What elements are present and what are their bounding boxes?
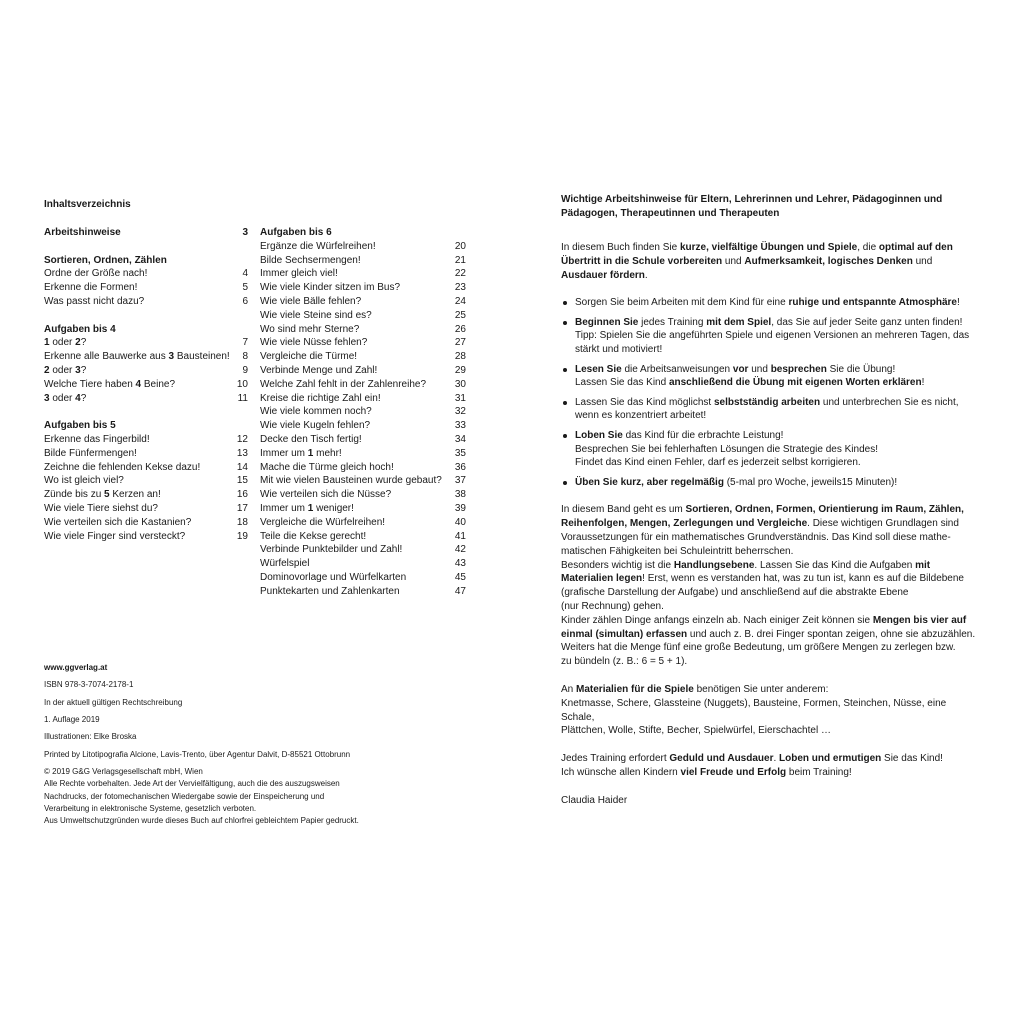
- toc-entry: [260, 530, 466, 544]
- toc-entry-page: 29: [454, 364, 466, 376]
- toc-entry-page: 16: [236, 489, 248, 501]
- toc-entry: [260, 461, 466, 475]
- toc-entry-page: 7: [242, 337, 248, 349]
- toc-entry-page: 26: [454, 323, 466, 335]
- toc-entry-page: 24: [454, 295, 466, 307]
- toc-entry-label: Erkenne alle Bauwerke aus 3 Bausteinen!: [44, 351, 230, 363]
- toc-section-title: Sortieren, Ordnen, Zählen: [44, 254, 167, 266]
- toc-entry-page: 21: [454, 254, 466, 266]
- closing-paragraph: Jedes Training erfordert Geduld und Ausdauer. Loben und ermutigen Sie das Kind! Ich wünsche allen Kindern viel Freude und Erfolg beim Training!: [561, 753, 943, 778]
- emphasis: Loben und ermutigen: [779, 753, 882, 765]
- emphasis: Beginnen Sie: [575, 316, 639, 328]
- copyright: © 2019 G&G Verlagsgesellschaft mbH, Wien: [44, 767, 203, 777]
- toc-entry-label: Wie viele Steine sind es?: [260, 309, 372, 321]
- rights-line: Alle Rechte vorbehalten. Jede Art der Vervielfältigung, auch die des auszugsweisen: [44, 779, 340, 789]
- toc-entry-label: Wo sind mehr Sterne?: [260, 323, 360, 335]
- toc-entry-label: Was passt nicht dazu?: [44, 295, 145, 307]
- toc-entry-label: Ergänze die Würfelreihen!: [260, 240, 376, 252]
- toc-entry: [260, 433, 466, 447]
- toc-entry: [44, 474, 248, 488]
- emphasis: 2: [75, 337, 81, 349]
- toc-entry-page: 32: [454, 406, 466, 418]
- rights-line: Verarbeitung in elektronische Systeme, gesetzlich verboten.: [44, 803, 257, 813]
- emphasis: mit dem Spiel: [706, 316, 772, 328]
- emphasis: 3: [168, 351, 175, 363]
- toc-entry-label: Ordne der Größe nach!: [44, 268, 148, 280]
- toc-entry-label: 2 oder 3?: [44, 364, 87, 376]
- toc-entry-label: Wie viele Nüsse fehlen?: [260, 337, 368, 349]
- toc-entry: [260, 447, 466, 461]
- toc-entry-label: Erkenne die Formen!: [44, 282, 138, 294]
- toc-entry: [44, 461, 248, 475]
- emphasis: 3: [44, 392, 50, 404]
- toc-entry: [260, 267, 466, 281]
- toc-entry: [260, 516, 466, 530]
- toc-entry-page: 14: [236, 461, 248, 473]
- toc-entry: [260, 336, 466, 350]
- toc-entry-label: Wie viele Finger sind versteckt?: [44, 530, 186, 542]
- toc-entry-page: 37: [454, 475, 466, 487]
- toc-entry-page: 15: [236, 475, 248, 487]
- toc-entry-page: 5: [242, 282, 248, 294]
- toc-entry-label: Wie viele Kinder sitzen im Bus?: [260, 282, 401, 294]
- instruction-item: Beginnen Sie jedes Training mit dem Spiel, das Sie auf jeder Seite ganz unten finden! Tipp: Spielen Sie die angeführten Spiele und eigenen Versionen an mehreren Tagen, das stärkt und motiviert!: [561, 316, 981, 357]
- toc-entry-page: 45: [454, 571, 466, 583]
- toc-entry: [44, 516, 248, 530]
- toc-entry-page: 31: [454, 392, 466, 404]
- emphasis: Üben Sie kurz, aber regelmäßig: [575, 476, 724, 488]
- toc-entry-label: Bilde Sechsermengen!: [260, 254, 361, 266]
- instruction-item: Üben Sie kurz, aber regelmäßig (5-mal pro Woche, jeweils15 Minuten)!: [561, 476, 981, 490]
- toc-entry-label: Punktekarten und Zahlenkarten: [260, 585, 400, 597]
- toc-entry-label: Teile die Kekse gerecht!: [260, 530, 367, 542]
- toc-entry: [260, 281, 466, 295]
- toc-entry: [260, 378, 466, 392]
- instruction-item: Loben Sie das Kind für die erbrachte Leistung! Besprechen Sie bei fehlerhaften Lösungen die Strategie des Kindes! Findet das Kind einen Fehler, darf es jederzeit selbst korrigieren.: [561, 429, 981, 470]
- toc-entry: [44, 350, 248, 364]
- toc-entry-label: Immer um 1 weniger!: [260, 502, 354, 514]
- toc-entry-page: 19: [236, 530, 248, 542]
- toc-entry-page: 23: [454, 282, 466, 294]
- toc-section-title: Aufgaben bis 6: [260, 227, 332, 238]
- toc-entry-page: 33: [454, 420, 466, 432]
- toc-entry: [44, 378, 248, 392]
- toc-entry-label: Decke den Tisch fertig!: [260, 433, 362, 445]
- emphasis: Geduld und Ausdauer: [669, 753, 774, 765]
- toc-entry-label: Wo ist gleich viel?: [44, 475, 124, 487]
- isbn: ISBN 978-3-7074-2178-1: [44, 680, 134, 690]
- toc-entry-page: 30: [454, 378, 466, 390]
- toc-entry: [260, 557, 466, 571]
- toc-entry-label: Verbinde Punktebilder und Zahl!: [260, 544, 403, 556]
- toc-entry-page: 28: [454, 351, 466, 363]
- toc-column-right: [260, 226, 466, 599]
- toc-entry-page: 8: [242, 351, 248, 363]
- toc-entry-page: 13: [236, 447, 248, 459]
- emphasis: 1: [44, 337, 50, 349]
- emphasis: 5: [104, 489, 110, 501]
- edition: 1. Auflage 2019: [44, 714, 100, 724]
- toc-entry: [260, 254, 466, 268]
- toc-entry-page: 22: [454, 268, 466, 280]
- toc-entry-page: 9: [242, 364, 248, 376]
- toc-entry-page: 41: [454, 530, 466, 542]
- toc-entry-label: Verbinde Menge und Zahl!: [260, 364, 378, 376]
- imprint: [44, 662, 484, 827]
- toc-entry: [260, 419, 466, 433]
- toc-entry-page: 36: [454, 461, 466, 473]
- emphasis: optimal auf den Übertritt in die Schule vorbereiten: [561, 242, 953, 267]
- toc-entry: [44, 281, 248, 295]
- toc-entry: [44, 295, 248, 309]
- toc-entry-page: 6: [242, 295, 248, 307]
- publisher-url[interactable]: www.ggverlag.at: [44, 663, 108, 672]
- toc-entry-page: 20: [454, 240, 466, 252]
- emphasis: Mengen bis vier auf einmal (simultan) erfassen: [561, 614, 967, 640]
- toc-entry: [260, 585, 466, 599]
- toc-entry: [44, 392, 248, 406]
- toc-entry-label: Mit wie vielen Bausteinen wurde gebaut?: [260, 475, 442, 487]
- toc-entry-page: 12: [236, 433, 248, 445]
- spelling-note: In der aktuell gültigen Rechtschreibung: [44, 697, 183, 707]
- toc-entry-page: 17: [236, 502, 248, 514]
- work-instructions: [561, 193, 981, 822]
- toc-entry-page: 47: [454, 585, 466, 597]
- toc-entry: [260, 405, 466, 419]
- emphasis: mit Materialien legen: [561, 559, 931, 585]
- emphasis: 4: [135, 378, 142, 390]
- toc-entry-label: Immer gleich viel!: [260, 268, 338, 280]
- toc-entry-page: 43: [454, 558, 466, 570]
- spacer: [44, 405, 248, 419]
- toc-entry-label: Welche Tiere haben 4 Beine?: [44, 378, 176, 390]
- toc-entry-label: 3 oder 4?: [44, 392, 87, 404]
- toc-entry-label: Wie verteilen sich die Kastanien?: [44, 516, 192, 528]
- toc-entry-label: Wie viele Kugeln fehlen?: [260, 420, 371, 432]
- emphasis: kurze, vielfältige Übungen und Spiele: [679, 242, 858, 253]
- emphasis: vor: [732, 363, 749, 375]
- rights-line: Nachdrucks, der fotomechanischen Wiedergabe sowie der Einspeicherung und: [44, 791, 325, 801]
- instructions-heading: Wichtige Arbeitshinweise für Eltern, Lehrerinnen und Lehrer, Pädagoginnen und Pädagogen, Therapeutinnen und Therapeuten: [561, 194, 943, 219]
- emphasis: besprechen: [770, 363, 827, 375]
- toc-entry-page: 40: [454, 516, 466, 528]
- toc-entry-label: Mache die Türme gleich hoch!: [260, 461, 394, 473]
- emphasis: Loben Sie: [575, 429, 623, 441]
- toc-entry: [44, 447, 248, 461]
- toc-entry-label: Dominovorlage und Würfelkarten: [260, 571, 407, 583]
- toc-entry-page: 34: [454, 433, 466, 445]
- toc-entry-page: 42: [454, 544, 466, 556]
- instructions-intro: In diesem Buch finden Sie kurze, vielfältige Übungen und Spiele, die optimal auf den Übertritt in die Schule vorbereiten und Aufmerksamkeit, logisches Denken und Ausdauer fördern.: [561, 242, 953, 281]
- toc-entry-page: 35: [454, 447, 466, 459]
- instruction-item: Sorgen Sie beim Arbeiten mit dem Kind für eine ruhige und entspannte Atmosphäre!: [561, 296, 981, 310]
- emphasis: 3: [75, 364, 81, 376]
- toc-entry: [260, 474, 466, 488]
- emphasis: 1: [307, 447, 314, 459]
- toc-entry-label: Wie viele Tiere siehst du?: [44, 502, 158, 514]
- toc-entry-page: 4: [242, 268, 248, 280]
- emphasis: Aufmerksamkeit, logisches Denken: [744, 255, 913, 267]
- toc-section-title: Aufgaben bis 5: [44, 420, 116, 432]
- toc-entry-page: 39: [454, 502, 466, 514]
- toc-entry-label: Arbeitshinweise: [44, 227, 121, 238]
- toc-entry: [260, 392, 466, 406]
- toc-entry: [260, 488, 466, 502]
- table-of-contents: [44, 198, 474, 597]
- emphasis: 1: [307, 502, 314, 514]
- band-description: In diesem Band geht es um Sortieren, Ordnen, Formen, Orientierung im Raum, Zählen, Reihenfolgen, Mengen, Zerlegungen und Vergleiche. Diese wichtigen Grundlagen sind Voraussetzungen für ein mathematisches Grundverständnis. Das Kind soll diese mathe- matischen Fähigkeiten bei Schuleintritt beherrschen. Besonders wichtig ist die Handlungsebene. Lassen Sie das Kind die Aufgaben mit Materialien legen! Erst, wenn es verstanden hat, was zu tun ist, kann es auf die Bildebene (grafische Darstellung der Aufgabe) und anschließend auf die abstrakte Ebene (nur Rechnung) gehen. Kinder zählen Dinge anfangs einzeln ab. Nach einiger Zeit können sie Mengen bis vier auf einmal (simultan) erfassen und auch z. B. drei Finger spontan zeigen, ohne sie abzuzählen. Weiters hat die Menge fünf eine große Bedeutung, um größere Mengen zu zerlegen bzw. zu bündeln (z. B.: 6 = 5 + 1).: [561, 504, 976, 668]
- instruction-item: Lesen Sie die Arbeitsanweisungen vor und besprechen Sie die Übung! Lassen Sie das Kind anschließend die Übung mit eigenen Worten erklären!: [561, 363, 981, 391]
- toc-entry-label: Erkenne das Fingerbild!: [44, 433, 150, 445]
- toc-section-title: Aufgaben bis 4: [44, 323, 116, 335]
- toc-entry: [260, 295, 466, 309]
- toc-entry: [44, 267, 248, 281]
- toc-entry: [44, 433, 248, 447]
- toc-entry-label: Wie viele Bälle fehlen?: [260, 295, 362, 307]
- toc-entry-page: 25: [454, 309, 466, 321]
- toc-column-left: [44, 226, 248, 543]
- toc-entry-page: 11: [237, 392, 248, 404]
- toc-entry-label: Kreise die richtige Zahl ein!: [260, 392, 381, 404]
- toc-entry: [260, 364, 466, 378]
- author-signature: Claudia Haider: [561, 794, 628, 806]
- rights-line: Aus Umweltschutzgründen wurde dieses Buch auf chlorfrei gebleichtem Papier gedruckt.: [44, 815, 359, 825]
- toc-entry-label: Vergleiche die Würfelreihen!: [260, 516, 386, 528]
- toc-entry: [44, 364, 248, 378]
- printer: Printed by Litotipografia Alcione, Lavis-Trento, über Agentur Dalvit, D-85521 Ottobrunn: [44, 749, 351, 759]
- toc-entry-label: Würfelspiel: [260, 558, 310, 570]
- toc-entry-label: Welche Zahl fehlt in der Zahlenreihe?: [260, 378, 427, 390]
- toc-entry: [260, 309, 466, 323]
- emphasis: anschließend die Übung mit eigenen Worten erklären: [668, 377, 922, 389]
- emphasis: ruhige und entspannte Atmosphäre: [788, 297, 957, 309]
- toc-entry-label: Bilde Fünfermengen!: [44, 447, 137, 459]
- toc-entry: [260, 323, 466, 337]
- toc-entry-label: Wie verteilen sich die Nüsse?: [260, 489, 392, 501]
- emphasis: Lesen Sie: [575, 363, 622, 375]
- emphasis: Ausdauer fördern: [561, 269, 645, 281]
- toc-entry-label: Immer um 1 mehr!: [260, 447, 342, 459]
- toc-entry: [260, 543, 466, 557]
- toc-entry: [44, 530, 248, 544]
- toc-entry: [260, 502, 466, 516]
- emphasis: Sortieren, Ordnen, Formen, Orientierung im Raum, Zählen, Reihenfolgen, Mengen, Zerlegungen und Vergleiche: [561, 504, 964, 530]
- toc-entry-page: 38: [454, 489, 466, 501]
- toc-entry-page: 3: [242, 227, 248, 238]
- toc-entry-label: 1 oder 2?: [44, 337, 87, 349]
- illustrations: Illustrationen: Elke Broska: [44, 732, 137, 742]
- toc-entry: [260, 240, 466, 254]
- spacer: [44, 240, 248, 254]
- toc-entry: [260, 350, 466, 364]
- materials-paragraph: An Materialien für die Spiele benötigen Sie unter anderem: Knetmasse, Schere, Glassteine (Nuggets), Bausteine, Formen, Steinchen, Nüsse, eine Schale, Plättchen, Wolle, Stifte, Becher, Spielwürfel, Eierschachtel …: [561, 684, 947, 737]
- toc-entry-label: Zeichne die fehlenden Kekse dazu!: [44, 461, 201, 473]
- toc-entry-page: 18: [236, 516, 248, 528]
- emphasis: 2: [44, 364, 50, 376]
- spacer: [44, 309, 248, 323]
- emphasis: 4: [75, 392, 81, 404]
- toc-entry: [44, 502, 248, 516]
- toc-title: Inhaltsverzeichnis: [44, 199, 131, 210]
- toc-entry-page: 27: [454, 337, 466, 349]
- toc-entry-label: Wie viele kommen noch?: [260, 406, 372, 418]
- toc-entry: [44, 488, 248, 502]
- instructions-list: [561, 296, 981, 489]
- emphasis: viel Freude und Erfolg: [680, 767, 787, 778]
- emphasis: Handlungsebene: [673, 559, 755, 571]
- toc-entry: [260, 571, 466, 585]
- toc-entry: [44, 226, 248, 240]
- toc-entry-label: Zünde bis zu 5 Kerzen an!: [44, 489, 161, 501]
- toc-entry-label: Vergleiche die Türme!: [260, 351, 358, 363]
- instruction-item: Lassen Sie das Kind möglichst selbstständig arbeiten und unterbrechen Sie es nicht, wenn es konzentriert arbeitet!: [561, 396, 981, 424]
- emphasis: selbstständig arbeiten: [713, 396, 821, 408]
- toc-entry-page: 10: [236, 378, 248, 390]
- emphasis: Materialien für die Spiele: [576, 684, 694, 696]
- toc-entry: [44, 336, 248, 350]
